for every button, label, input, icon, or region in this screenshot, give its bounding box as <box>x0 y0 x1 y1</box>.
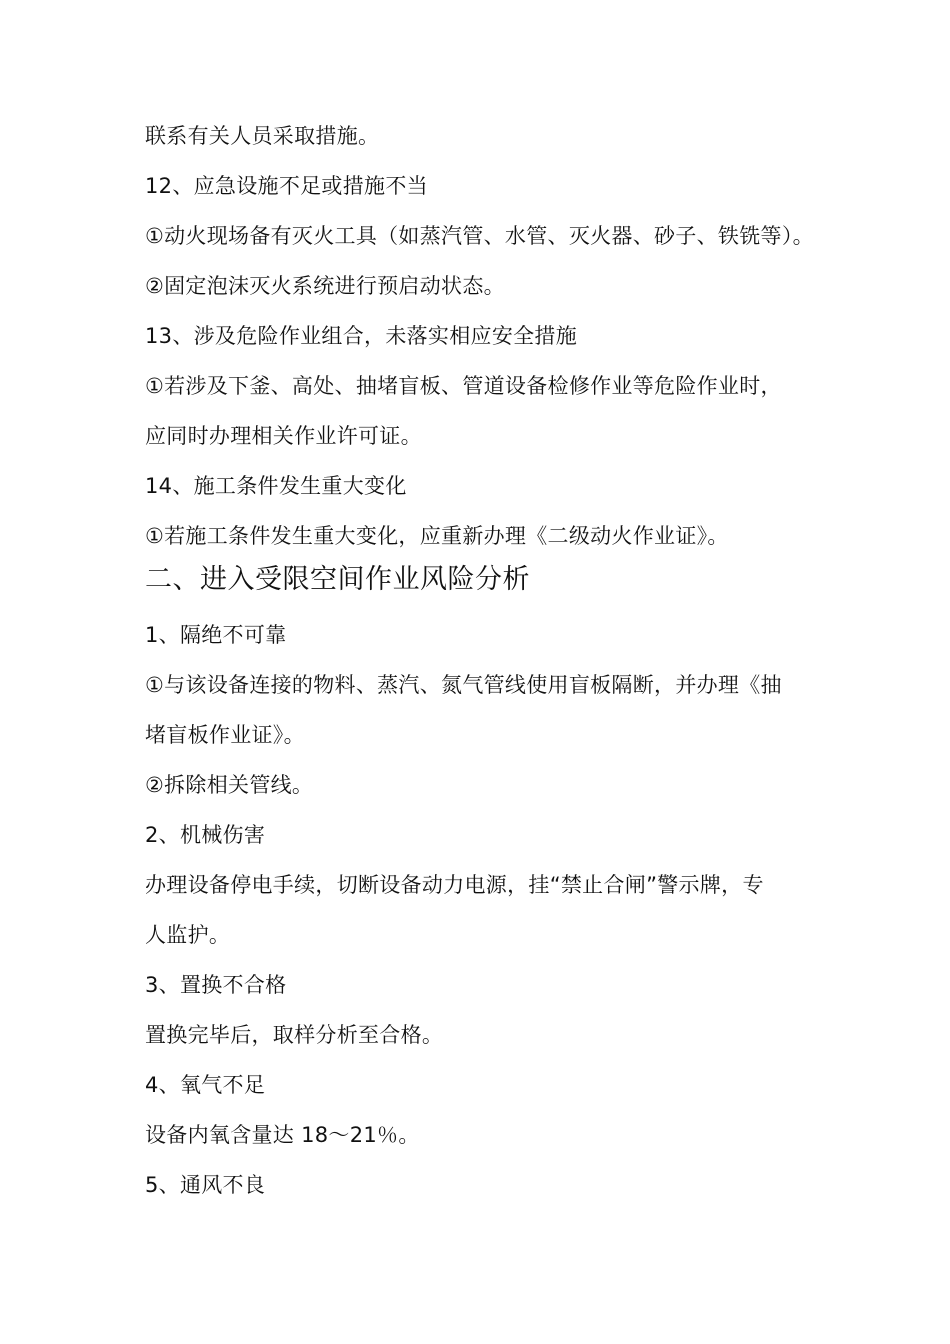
paragraph-line: ①动火现场备有灭火工具（如蒸汽管、水管、灭火器、砂子、铁铣等）。 <box>145 224 814 248</box>
item-heading: 5、通风不良 <box>145 1173 266 1197</box>
paragraph-line: ①与该设备连接的物料、蒸汽、氮气管线使用盲板隔断，并办理《抽 <box>145 673 782 697</box>
paragraph-line: ②固定泡沫灭火系统进行预启动状态。 <box>145 274 505 298</box>
section-title: 二、进入受限空间作业风险分析 <box>145 564 530 595</box>
paragraph-line: 应同时办理相关作业许可证。 <box>145 424 422 448</box>
paragraph-line: ②拆除相关管线。 <box>145 773 314 797</box>
paragraph-line: ①若涉及下釜、高处、抽堵盲板、管道设备检修作业等危险作业时， <box>145 374 782 398</box>
paragraph-line: 堵盲板作业证》。 <box>145 723 305 747</box>
paragraph-line: 人监护。 <box>145 923 231 947</box>
item-heading: 1、隔绝不可靠 <box>145 623 287 647</box>
item-heading: 4、氧气不足 <box>145 1073 266 1097</box>
paragraph-line: 联系有关人员采取措施。 <box>145 124 380 148</box>
paragraph-line: 置换完毕后，取样分析至合格。 <box>145 1023 444 1047</box>
item-heading: 2、机械伤害 <box>145 823 266 847</box>
item-heading: 13、涉及危险作业组合，未落实相应安全措施 <box>145 324 578 348</box>
item-heading: 14、施工条件发生重大变化 <box>145 474 407 498</box>
item-heading: 12、应急设施不足或措施不当 <box>145 174 428 198</box>
paragraph-line: ①若施工条件发生重大变化，应重新办理《二级动火作业证》。 <box>145 524 729 548</box>
item-heading: 3、置换不合格 <box>145 973 287 997</box>
paragraph-line: 办理设备停电手续，切断设备动力电源，挂“禁止合闸”警示牌，专 <box>145 873 764 897</box>
paragraph-line: 设备内氧含量达 18～21％。 <box>145 1123 420 1147</box>
